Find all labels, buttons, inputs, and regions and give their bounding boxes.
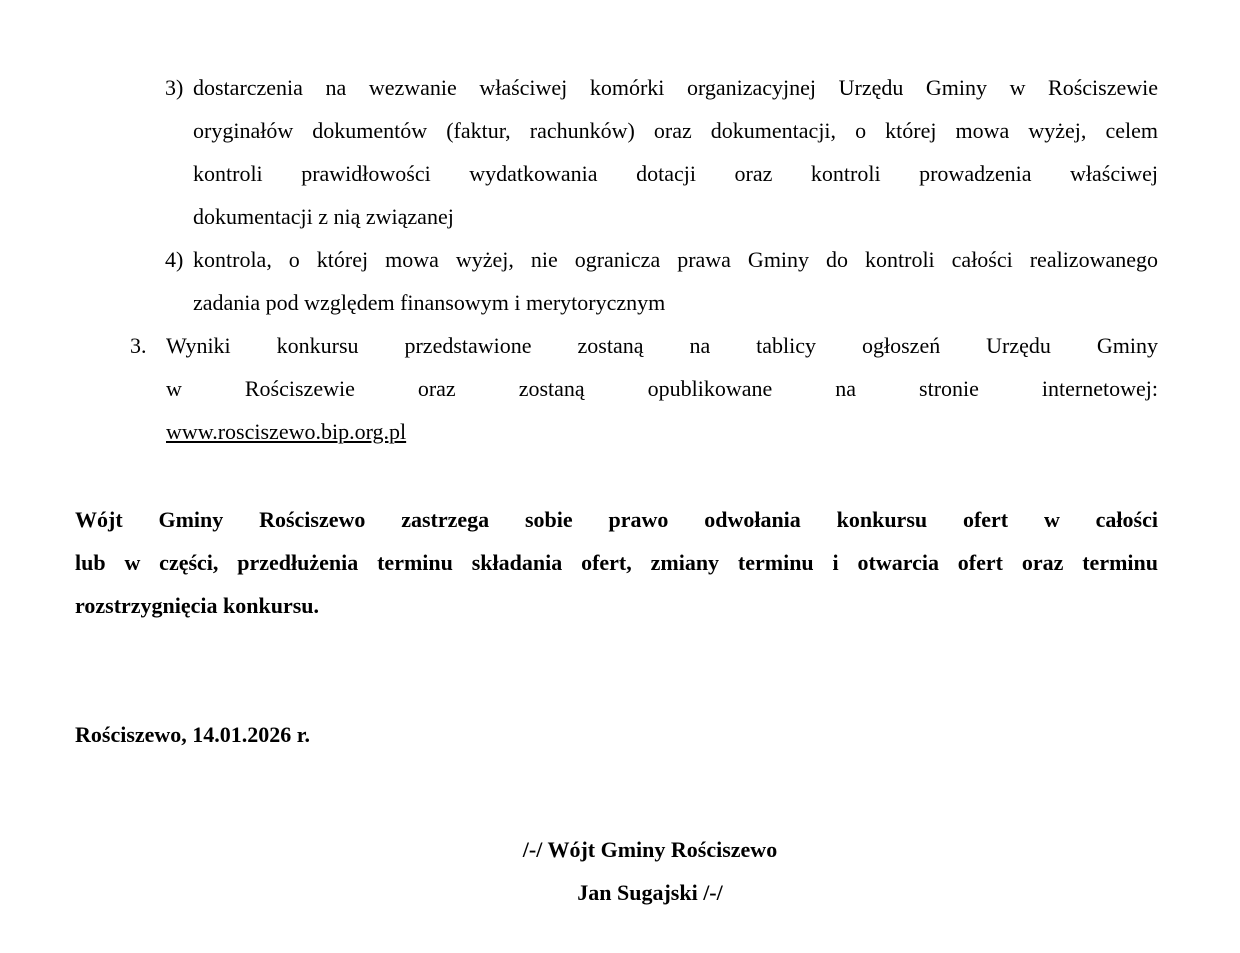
text-line: lub w części, przedłużenia terminu składania ofert, zmiany terminu i otwarcia ofert oraz terminu <box>75 550 1158 575</box>
text-line: dokumentacji z nią związanej <box>193 204 454 229</box>
list-item-4 <box>165 238 1158 324</box>
text-line: Wójt Gminy Rościszewo zastrzega sobie prawo odwołania konkursu ofert w całości <box>75 507 1158 532</box>
list-item-3-body <box>193 66 1158 238</box>
signature-name-line: Jan Sugajski /-/ <box>577 880 723 905</box>
signature-block <box>142 828 1158 914</box>
text-line: dostarczenia na wezwanie właściwej komórki organizacyjnej Urzędu Gminy w Rościszewie <box>193 75 1158 100</box>
link-line <box>166 410 1158 453</box>
text-line: zadania pod względem finansowym i merytorycznym <box>193 290 666 315</box>
list-item-4-marker: 4) <box>165 247 184 272</box>
list-item-results-marker: 3. <box>130 333 147 358</box>
list-item-3-marker: 3) <box>165 75 184 100</box>
list-item-results-body <box>166 324 1158 453</box>
signature-title-line: /-/ Wójt Gminy Rościszewo <box>522 837 778 862</box>
text-line: Wyniki konkursu przedstawione zostaną na tablicy ogłoszeń Urzędu Gminy <box>166 333 1158 358</box>
bip-website-link[interactable]: www.rosciszewo.bip.org.pl <box>166 419 407 444</box>
reservation-paragraph <box>75 498 1158 627</box>
list-item-results <box>130 324 1158 453</box>
text-line: kontrola, o której mowa wyżej, nie ogranicza prawa Gminy do kontroli całości realizowanego <box>193 247 1158 272</box>
text-line: oryginałów dokumentów (faktur, rachunków) oraz dokumentacji, o której mowa wyżej, celem <box>193 118 1158 143</box>
text-line: rozstrzygnięcia konkursu. <box>75 593 320 618</box>
list-item-4-body <box>193 238 1158 324</box>
list-item-3 <box>165 66 1158 238</box>
text-line: kontroli prawidłowości wydatkowania dotacji oraz kontroli prowadzenia właściwej <box>193 161 1158 186</box>
text-line: w Rościszewie oraz zostaną opublikowane na stronie internetowej: <box>166 376 1158 401</box>
place-and-date-line: Rościszewo, 14.01.2026 r. <box>75 722 311 747</box>
